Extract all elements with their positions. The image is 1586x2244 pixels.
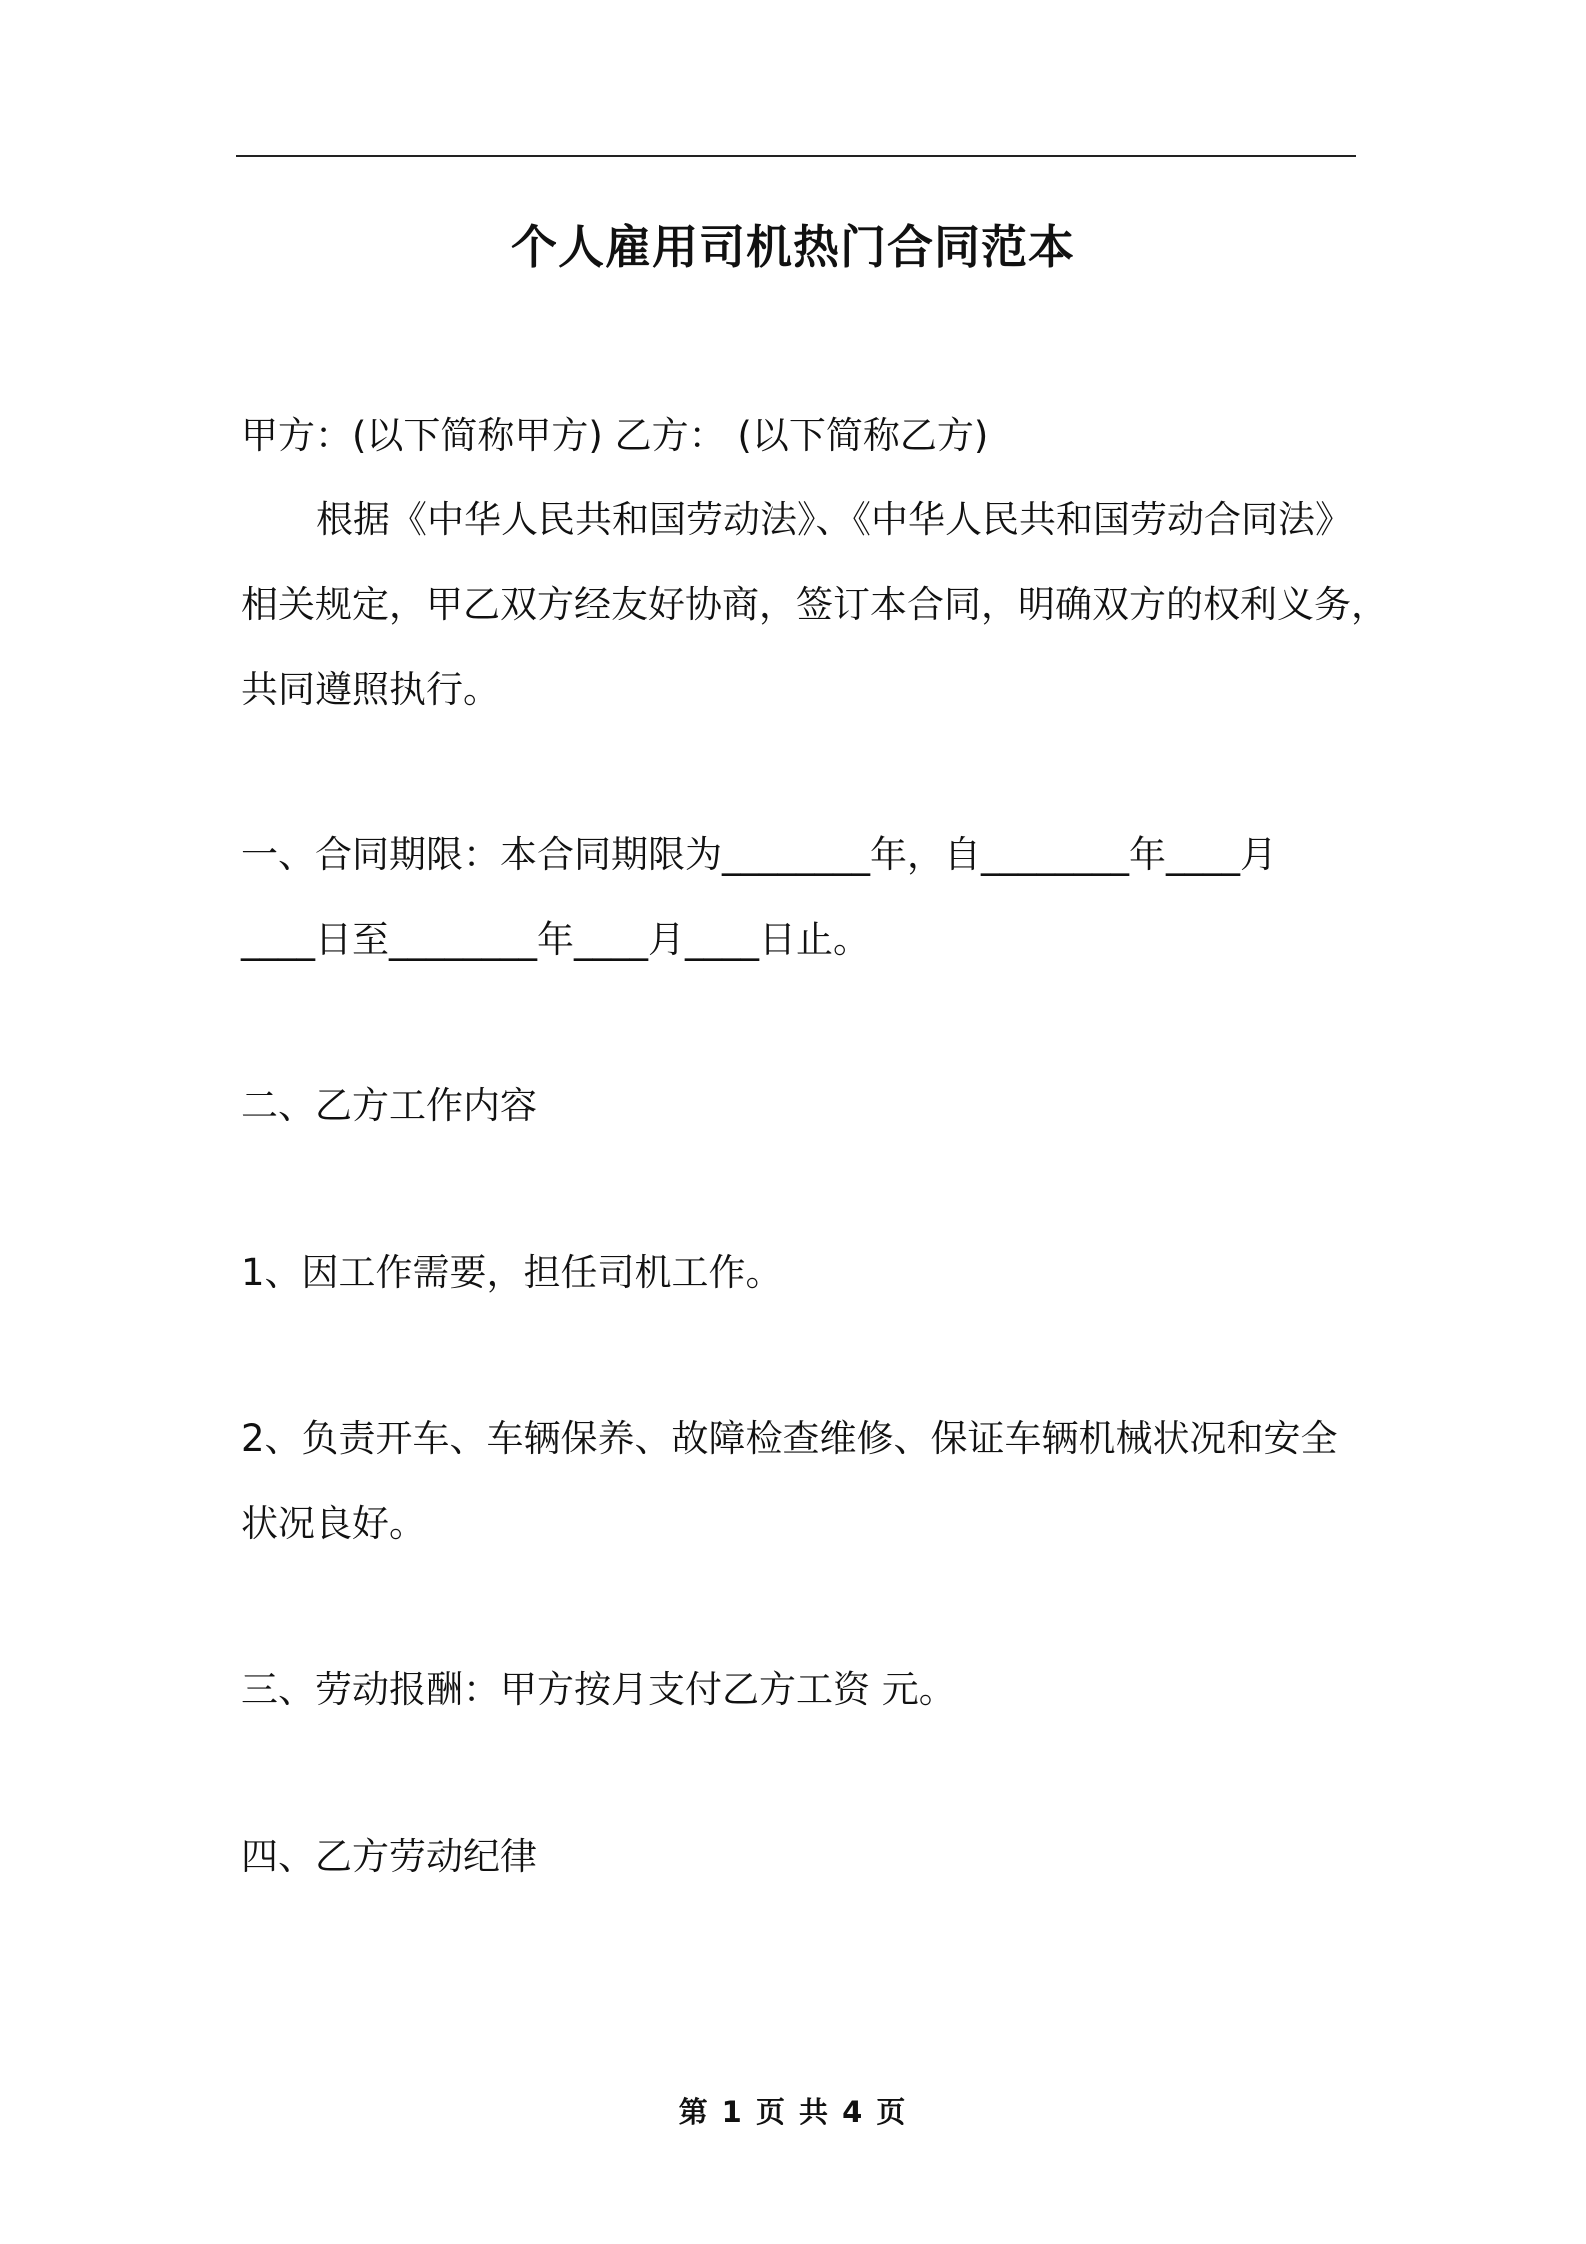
header-rule [236, 155, 1356, 157]
section1-line-1: 一、合同期限：本合同期限为________年，自________年____月 [241, 833, 1277, 876]
parties-line: 甲方：(以下简称甲方) 乙方： (以下简称乙方) [241, 414, 989, 457]
preamble-line-1: 根据《中华人民共和国劳动法》、《中华人民共和国劳动合同法》 [316, 498, 1352, 541]
section1-line-2: ____日至________年____月____日止。 [241, 918, 870, 961]
item-1: 1、因工作需要，担任司机工作。 [241, 1251, 783, 1294]
section4-heading: 四、乙方劳动纪律 [241, 1835, 537, 1878]
document-title: 个人雇用司机热门合同范本 [511, 220, 1075, 274]
preamble-line-2: 相关规定，甲乙双方经友好协商，签订本合同，明确双方的权利义务， [241, 583, 1388, 626]
section2-heading: 二、乙方工作内容 [241, 1084, 537, 1127]
item-2-line-2: 状况良好。 [241, 1502, 426, 1545]
preamble-line-3: 共同遵照执行。 [241, 668, 500, 711]
item-2-line-1: 2、负责开车、车辆保养、故障检查维修、保证车辆机械状况和安全 [241, 1417, 1338, 1460]
section3-line: 三、劳动报酬：甲方按月支付乙方工资 元。 [241, 1668, 956, 1711]
page-indicator: 第 1 页 共 4 页 [678, 2095, 908, 2129]
